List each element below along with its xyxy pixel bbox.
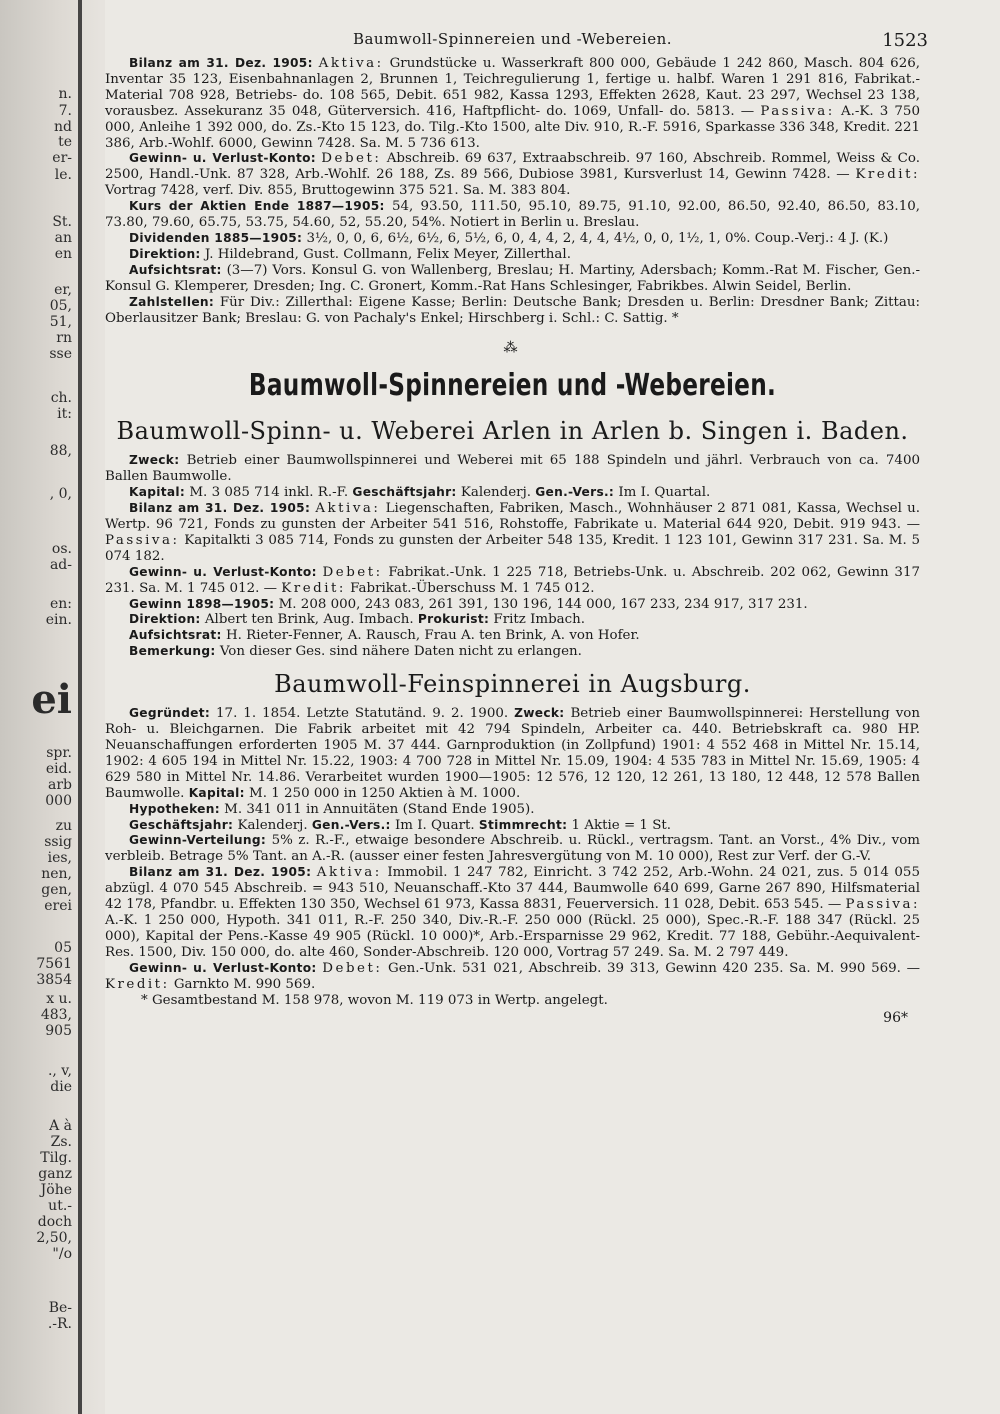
arlen-zweck: Zweck: Betrieb einer Baumwollspinnerei und Weberei mit 65 188 Spindeln und jährl. Verbrauch von ca. 7400 Ballen Baumwolle. [105, 453, 920, 485]
augsburg-gewinnverteilung: Gewinn-Verteilung: 5% z. R.-F., etwaige besondere Abschreib. u. Rückl., vertragsm. Tant. an Vorst., 4% Div., vom verbleib. Betrage 5% Tant. an A.-R. (ausser einer festen Jahresvergütung von M. 10 000), Rest zur Verf. der G.-V. [105, 833, 920, 865]
margin-fragment: ies, [47, 850, 72, 866]
arlen-aufsichtsrat: Aufsichtsrat: H. Rieter-Fenner, A. Rausch, Frau A. ten Brink, A. von Hofer. [129, 628, 640, 644]
margin-fragment: ch. [50, 390, 72, 406]
margin-fragment: er- [52, 150, 72, 166]
running-title: Baumwoll-Spinnereien und -Webereien. [352, 30, 673, 48]
augsburg-gegruendet: Gegründet: 17. 1. 1854. Letzte Statutänd. 9. 2. 1900. Zweck: Betrieb einer Baumwollspinnerei: Herstellung von Roh- u. Bleichgarnen. Die Fabrik arbeitet mit 42 794 Spindeln, Arbeiter ca. 440. Betriebskraft ca. 980 HP. Neuanschaffungen erforderten 1905 M. 37 444. Garnproduktion (in Zollpfund) 1901: 4 552 468 in Mittel Nr. 15.14, 1902: 4 605 194 in Mittel Nr. 15.22, 1903: 4 700 728 in Mittel Nr. 15.09, 1904: 4 535 783 in Mittel Nr. 15.69, 1905: 4 629 580 in Mittel Nr. 14.86. Verarbeitet wurden 1900—1905: 12 576, 12 120, 12 261, 13 180, 12 448, 12 578 Ballen Baumwolle. Kapital: M. 1 250 000 in 1250 Aktien à M. 1000. [105, 706, 920, 801]
margin-fragment: Be- [48, 1300, 72, 1316]
margin-fragment: , 0, [49, 486, 72, 502]
margin-fragment: 51, [49, 314, 72, 330]
ornament-divider: ⁂ [503, 340, 522, 357]
margin-fragment: er, [54, 282, 72, 298]
margin-fragment: 2,50, [36, 1230, 72, 1246]
margin-fragment: Tilg. [40, 1150, 72, 1166]
main-column [105, 30, 928, 1027]
company-title-arlen: Baumwoll-Spinn- u. Weberei Arlen in Arlen b. Singen i. Baden. [116, 417, 909, 446]
margin-fragment: 3854 [36, 972, 72, 988]
margin-fragment: Jöhe [40, 1182, 72, 1198]
margin-fragment: 05, [49, 298, 72, 314]
margin-fragment: 483, [40, 1007, 72, 1023]
margin-fragment: te [58, 134, 72, 150]
margin-fragment: arb [47, 777, 72, 793]
margin-fragment: sse [49, 346, 72, 362]
prev-zahlstellen: Zahlstellen: Für Div.: Zillerthal: Eigene Kasse; Berlin: Deutsche Bank; Dresden u. Berlin: Dresdner Bank; Zittau: Oberlausitzer Bank; Breslau: G. von Pachaly's Enkel; Hirschberg i. Schl.: C. Sattig. * [105, 294, 920, 326]
margin-fragment: Zs. [50, 1134, 72, 1150]
margin-fragment: ganz [38, 1166, 72, 1182]
margin-fragment: spr. [46, 745, 72, 761]
margin-fragment: ., v, [47, 1063, 72, 1079]
arlen-bemerkung: Bemerkung: Von dieser Ges. sind nähere Daten nicht zu erlangen. [129, 644, 582, 660]
section-title: Baumwoll-Spinnereien und -Webereien. [248, 368, 777, 404]
margin-fragment: 88, [49, 443, 72, 459]
augsburg-hypotheken: Hypotheken: M. 341 011 in Annuitäten (Stand Ende 1905). [129, 801, 535, 817]
arlen-kapital: Kapital: M. 3 085 714 inkl. R.-F. Geschäftsjahr: Kalenderj. Gen.-Vers.: Im I. Quartal. [129, 485, 711, 501]
margin-fragment: nd [54, 119, 72, 135]
prev-dividenden: Dividenden 1885—1905: 3½, 0, 0, 6, 6½, 6½, 6, 5½, 6, 0, 4, 4, 2, 4, 4, 4½, 0, 0, 1½, 1, 0%. Coup.-Verj.: 4 J. (K.) [129, 230, 889, 246]
margin-fragment: St. [52, 214, 72, 230]
margin-fragment: 905 [45, 1023, 72, 1039]
left-margin-big-fragment: ei [31, 678, 72, 722]
margin-fragment: x u. [46, 991, 72, 1007]
margin-fragment: zu [55, 818, 72, 834]
margin-fragment: an [54, 230, 72, 246]
augsburg-bilanz: Bilanz am 31. Dez. 1905: Aktiva: Immobil. 1 247 782, Einricht. 3 742 252, Arb.-Wohn. 24 021, zus. 5 014 055 abzügl. 4 070 545 Abschreib. = 943 510, Neuanschaff.-Kto 37 444, Baumwolle 640 699, Garne 267 890, Hilfsmaterial 42 178, Pfandbr. u. Effekten 130 350, Wechsel 61 973, Kassa 8831, Feuerversich. 11 028, Debit. 653 545. — Passiva: A.-K. 1 250 000, Hypoth. 341 011, R.-F. 250 340, Div.-R.-F. 250 000 (Rückl. 25 000), Spec.-R.-F. 188 347 (Rückl. 25 000), Kapital der Pens.-Kasse 49 905 (Rückl. 10 000)*, Arb.-Ersparnisse 29 962, Kredit. 77 188, Gebühr.-Aequivalent-Res. 1500, Div. 150 000, do. alte 460, Sonder-Abschreib. 120 000, Vortrag 57 249. Sa. M. 2 797 449. [105, 865, 920, 960]
margin-fragment: le. [54, 167, 72, 183]
page-fold-line [78, 0, 82, 1414]
arlen-guv: Gewinn- u. Verlust-Konto: Debet: Fabrikat.-Unk. 1 225 718, Betriebs-Unk. u. Abschreib. 202 062, Gewinn 317 231. Sa. M. 1 745 012. — Kredit: Fabrikat.-Überschuss M. 1 745 012. [105, 564, 920, 596]
margin-fragment: it: [57, 406, 72, 422]
arlen-bilanz: Bilanz am 31. Dez. 1905: Aktiva: Liegenschaften, Fabriken, Masch., Wohnhäuser 2 871 081, Kassa, Wechsel u. Wertp. 96 721, Fonds zu gunsten der Arbeiter 541 516, Rohstoffe, Fabrikate u. Material 644 920, Debit. 919 943. — Passiva: Kapitalkti 3 085 714, Fonds zu gunsten der Arbeiter 548 135, Kredit. 1 123 101, Gewinn 317 231. Sa. M. 5 074 182. [105, 501, 920, 564]
margin-fragment: ut.- [48, 1198, 72, 1214]
arlen-direktion: Direktion: Albert ten Brink, Aug. Imbach. Prokurist: Fritz Imbach. [129, 612, 586, 628]
signature-mark: 96* [883, 1010, 908, 1027]
prev-direktion: Direktion: J. Hildebrand, Gust. Collmann, Felix Meyer, Zillerthal. [129, 246, 571, 262]
margin-fragment: A à [49, 1118, 72, 1134]
margin-fragment: ssig [44, 834, 72, 850]
margin-fragment: erei [44, 898, 72, 914]
margin-fragment: "/o [52, 1246, 72, 1262]
margin-fragment: os. [51, 541, 72, 557]
margin-fragment: en: [49, 596, 72, 612]
margin-fragment: en [54, 246, 72, 262]
margin-fragment: .-R. [47, 1316, 72, 1332]
margin-fragment: 7561 [36, 956, 72, 972]
page-number: 1523 [882, 30, 928, 51]
running-header [105, 30, 928, 56]
augsburg-footnote: * Gesamtbestand M. 158 978, wovon M. 119 073 in Wertp. angelegt. [141, 992, 608, 1008]
margin-fragment: gen, [41, 882, 72, 898]
prev-kurs: Kurs der Aktien Ende 1887—1905: 54, 93.50, 111.50, 95.10, 89.75, 91.10, 92.00, 86.50, 92.40, 86.50, 83.10, 73.80, 79.60, 65.75, 53.75, 54.60, 52, 55.20, 54%. Notiert in Berlin u. Breslau. [105, 199, 920, 231]
margin-fragment: doch [37, 1214, 72, 1230]
margin-fragment: nen, [41, 866, 72, 882]
margin-fragment: 05 [54, 940, 72, 956]
margin-fragment: n. [58, 86, 72, 102]
prev-aufsichtsrat: Aufsichtsrat: (3—7) Vors. Konsul G. von Wallenberg, Breslau; H. Martiny, Adersbach; Komm.-Rat M. Fischer, Gen.-Konsul G. Klemperer, Dresden; Ing. C. Gronert, Komm.-Rat Hans Schlesinger, Fabrikbes. Alwin Seidel, Berlin. [105, 262, 920, 294]
augsburg-geschaeftsjahr: Geschäftsjahr: Kalenderj. Gen.-Vers.: Im I. Quart. Stimmrecht: 1 Aktie = 1 St. [129, 817, 672, 833]
company-title-augsburg: Baumwoll-Feinspinnerei in Augsburg. [274, 670, 751, 699]
prev-bilanz: Bilanz am 31. Dez. 1905: Aktiva: Grundstücke u. Wasserkraft 800 000, Gebäude 1 242 860, Masch. 804 626, Inventar 35 123, Eisenbahnanlagen 2, Brunnen 1, Teichregulierung 1, fertige u. halbf. Waren 1 291 816, Fabrikat.-Material 708 928, Betriebs- do. 108 565, Debit. 651 982, Kassa 1293, Effekten 2628, Kaut. 23 297, Wechsel 23 138, vorausbez. Assekuranz 35 048, Güterversich. 416, Haftpflicht- do. 1069, Unfall- do. 5813. — Passiva: A.-K. 3 750 000, Anleihe 1 392 000, do. Zs.-Kto 15 123, do. Tilg.-Kto 1500, alte Div. 910, R.-F. 5916, Sparkasse 336 348, Kredit. 221 386, Arb.-Wohlf. 6000, Gewinn 7428. Sa. M. 5 736 613. [105, 56, 920, 151]
margin-fragment: die [50, 1079, 72, 1095]
prev-guv: Gewinn- u. Verlust-Konto: Debet: Abschreib. 69 637, Extraabschreib. 97 160, Abschreib. Rommel, Weiss & Co. 2500, Handl.-Unk. 87 328, Arb.-Wohlf. 26 188, Zs. 89 566, Dubiose 3981, Kursverlust 14, Gewinn 7428. — Kredit: Vortrag 7428, verf. Div. 855, Bruttogewinn 375 521. Sa. M. 383 804. [105, 151, 921, 199]
margin-fragment: 000 [45, 793, 72, 809]
margin-fragment: rn [56, 330, 72, 346]
margin-fragment: 7. [58, 103, 72, 119]
augsburg-guv: Gewinn- u. Verlust-Konto: Debet: Gen.-Unk. 531 021, Abschreib. 39 313, Gewinn 420 235. Sa. M. 990 569. — Kredit: Garnkto M. 990 569. [105, 960, 920, 992]
margin-fragment: ad- [49, 557, 72, 573]
arlen-gewinn: Gewinn 1898—1905: M. 208 000, 243 083, 261 391, 130 196, 144 000, 167 233, 234 917, 317 231. [129, 596, 808, 612]
margin-fragment: eid. [45, 761, 72, 777]
margin-fragment: ein. [45, 612, 72, 628]
